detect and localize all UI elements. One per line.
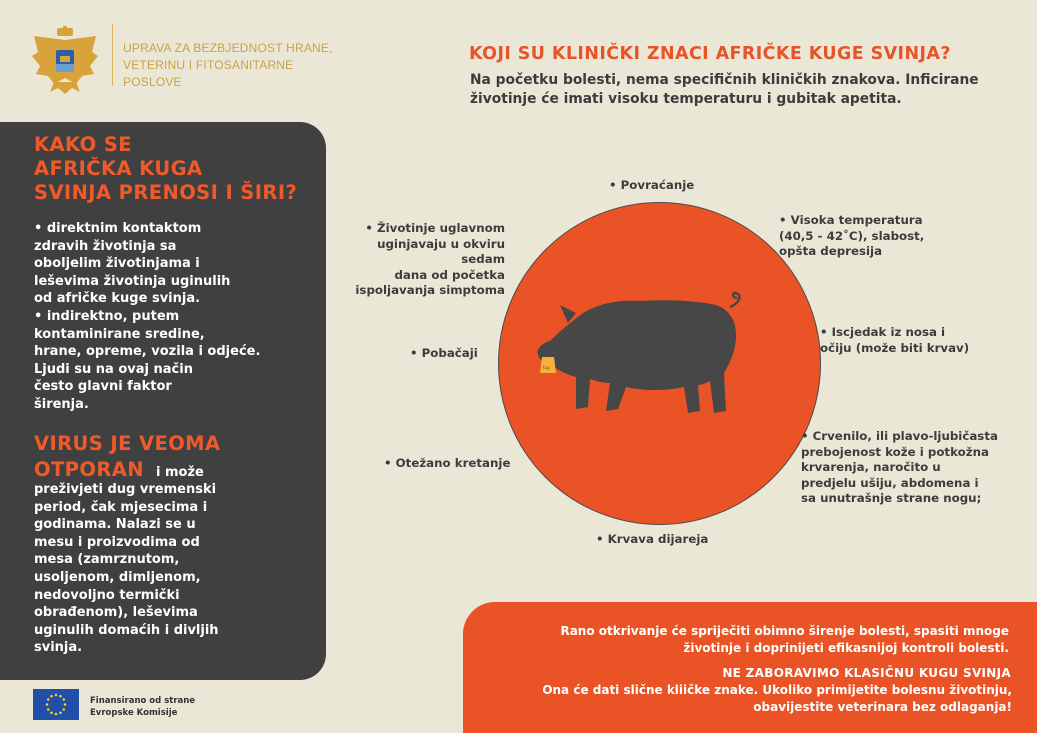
- resistance-heading-line-1: VIRUS JE VEOMA: [34, 432, 221, 455]
- transmission-line: širenja.: [34, 396, 89, 412]
- coat-of-arms-icon: [32, 26, 98, 94]
- transmission-line: • indirektno, putem: [34, 308, 180, 324]
- symptom-line: • Povraćanje: [609, 178, 695, 192]
- symptom-difficult-movement: [384, 456, 510, 472]
- agency-name: [123, 40, 343, 91]
- intro-line-2: životinje će imati visoku temperaturu i gubitak apetita.: [470, 91, 902, 107]
- symptom-line: (40,5 - 42˚C), slabost,: [779, 228, 925, 243]
- early-detection-line-1: Rano otkrivanje će spriječiti obimno širenje bolesti, spasiti mnoge: [560, 624, 1009, 638]
- symptom-line: predjelu ušiju, abdomena i: [801, 475, 979, 490]
- resistance-line: nedovoljno termički: [34, 587, 180, 603]
- eu-funding-line-2: Evropske Komisije: [90, 708, 178, 718]
- resistance-line: svinja.: [34, 640, 83, 656]
- eu-funding-line-1: Finansirano od strane: [90, 696, 196, 706]
- resistance-line: usoljenom, dimljenom,: [34, 569, 201, 585]
- symptom-line: očiju (može biti krvav): [820, 340, 970, 355]
- resistance-text: [34, 481, 264, 657]
- resistance-line: obrađenom), leševima: [34, 605, 198, 621]
- early-detection-line-2: životinje i doprinijeti efikasnijoj kontroli bolesti.: [683, 641, 1009, 655]
- symptom-discharge: [820, 325, 980, 356]
- resistance-line: mesa (zamrznutom,: [34, 552, 180, 568]
- symptom-line: • Iscjedak iz nosa i: [820, 325, 946, 339]
- svg-text:tag: tag: [543, 365, 550, 370]
- main-title: KOJI SU KLINIČKI ZNACI AFRIČKE KUGE SVINJA?: [469, 44, 951, 64]
- resistance-line: preživjeti dug vremenski: [34, 482, 217, 497]
- transmission-heading: [34, 133, 297, 205]
- transmission-line: Ljudi su na ovaj način: [34, 361, 193, 377]
- transmission-heading-line-1: KAKO SE: [34, 133, 132, 156]
- symptom-abortions: [410, 346, 478, 362]
- intro-text: [470, 71, 1018, 109]
- resistance-heading-line-2: OTPORAN: [34, 458, 144, 481]
- classical-swine-fever-line-1: Ona će dati slične kliičke znake. Ukoliko primijetite bolesnu životinju,: [542, 683, 1012, 697]
- symptom-line: • Otežano kretanje: [384, 456, 511, 470]
- resistance-line: uginulih domaćih i divljih: [34, 622, 219, 638]
- transmission-text: [34, 220, 289, 414]
- symptom-death: [333, 221, 505, 299]
- transmission-heading-line-3: SVINJA PRENOSI I ŠIRI?: [34, 181, 298, 204]
- agency-line-1: UPRAVA ZA BEZBJEDNOST HRANE,: [123, 41, 333, 55]
- symptom-line: prebojenost kože i potkožna: [801, 444, 989, 459]
- agency-line-2: VETERINU I FITOSANITARNE POSLOVE: [123, 58, 294, 89]
- classical-swine-fever-text: [478, 682, 1012, 716]
- symptom-line: dana od početka: [394, 267, 505, 282]
- early-detection-text: [478, 623, 1009, 657]
- transmission-heading-line-2: AFRIČKA KUGA: [34, 157, 203, 180]
- transmission-line: leševima životinja uginulih: [34, 273, 231, 289]
- classical-swine-fever-heading: NE ZABORAVIMO KLASIČNU KUGU SVINJA: [722, 666, 1011, 680]
- symptom-bloody-diarrhea: [596, 532, 708, 548]
- transmission-line: hrane, opreme, vozila i odjeće.: [34, 344, 261, 360]
- eu-flag-icon: [33, 689, 79, 720]
- eu-funding-text: [90, 695, 195, 719]
- classical-swine-fever-line-2: obavijestite veterinara bez odlaganja!: [753, 700, 1012, 714]
- symptom-high-temperature: [779, 213, 949, 260]
- symptom-line: • Visoka temperatura: [779, 213, 923, 227]
- transmission-line: često glavni faktor: [34, 379, 172, 395]
- resistance-line: period, čak mjesecima i: [34, 499, 208, 515]
- symptom-line: opšta depresija: [779, 244, 883, 258]
- symptom-line: • Krvava dijareja: [596, 532, 709, 546]
- resistance-line: godinama. Nalazi se u: [34, 517, 196, 533]
- symptom-line: uginjavaju u okviru sedam: [377, 236, 505, 266]
- symptom-line: • Crvenilo, ili plavo-ljubičasta: [801, 429, 998, 443]
- resistance-inline-text: i može: [156, 465, 204, 480]
- symptom-skin-redness: [801, 429, 1011, 507]
- pig-icon: [530, 283, 745, 423]
- transmission-line: zdravih životinja sa: [34, 238, 177, 254]
- intro-line-1: Na početku bolesti, nema specifičnih kliničkih znakova. Inficirane: [470, 72, 979, 88]
- symptom-line: • Pobačaji: [410, 346, 478, 360]
- resistance-line: mesu i proizvodima od: [34, 534, 200, 550]
- transmission-line: kontaminirane sredine,: [34, 326, 205, 342]
- symptom-line: krvarenja, naročito u: [801, 460, 941, 474]
- symptom-line: sa unutrašnje strane nogu;: [801, 491, 982, 505]
- symptom-vomiting: [609, 178, 694, 194]
- transmission-line: oboljelim životinjama i: [34, 256, 200, 272]
- symptom-line: • Životinje uglavnom: [365, 221, 505, 235]
- header-divider: [112, 24, 113, 86]
- symptom-line: ispoljavanja simptoma: [355, 283, 505, 297]
- transmission-line: • direktnim kontaktom: [34, 221, 202, 236]
- transmission-line: od afričke kuge svinja.: [34, 291, 201, 307]
